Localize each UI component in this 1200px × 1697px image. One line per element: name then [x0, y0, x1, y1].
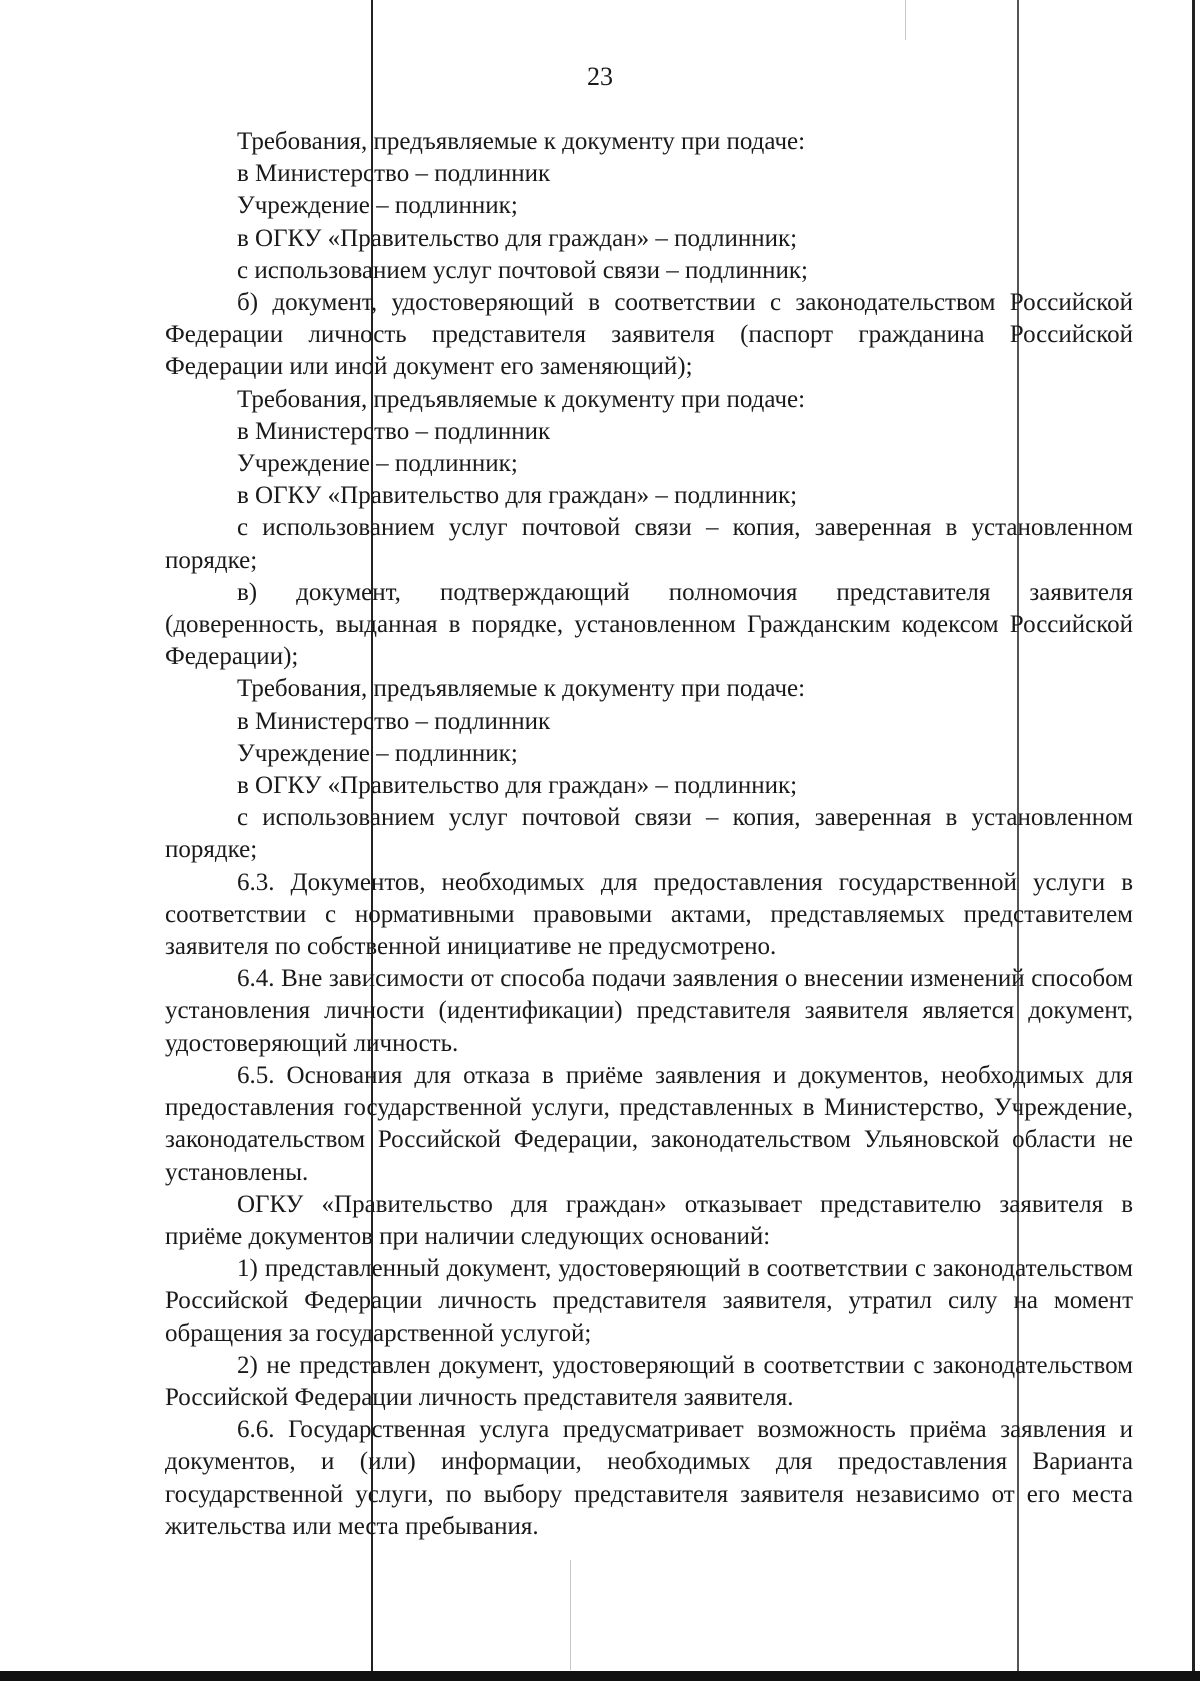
paragraph: с использованием услуг почтовой связи – копия, заверенная в установленном порядке; [165, 804, 1133, 864]
paragraph: в ОГКУ «Правительство для граждан» – подлинник; [237, 772, 798, 800]
paragraph: Требования, предъявляемые к документу при подаче: [237, 675, 806, 703]
paragraph: в ОГКУ «Правительство для граждан» – подлинник; [237, 482, 798, 510]
scan-page-edge [1192, 0, 1195, 1680]
paragraph: Требования, предъявляемые к документу при подаче: [237, 385, 806, 413]
paragraph: в ОГКУ «Правительство для граждан» – подлинник; [237, 224, 798, 252]
scan-page-edge [0, 1671, 1200, 1681]
paragraph: б) документ, удостоверяющий в соответствии с законодательством Российской Федерации личность представителя заявителя (паспорт гражданина Российской Федерации или иной документ его заменяющий); [165, 289, 1133, 381]
paragraph: 6.5. Основания для отказа в приёме заявления и документов, необходимых для предоставления государственной услуги, представленных в Министерство, Учреждение, законодательством Российской Федерации, законодательством Ульяновской области не установлены. [165, 1061, 1133, 1186]
paragraph: с использованием услуг почтовой связи – подлинник; [237, 256, 808, 284]
paragraph: в) документ, подтверждающий полномочия представителя заявителя (доверенность, выданная в порядке, установленном Гражданским кодексом Российской Федерации); [165, 578, 1133, 671]
paragraph: Учреждение – подлинник; [237, 192, 518, 220]
paragraph: в Министерство – подлинник [237, 417, 551, 445]
scan-artifact-line [905, 0, 906, 40]
paragraph: ОГКУ «Правительство для граждан» отказывает представителю заявителя в приёме документов при наличии следующих оснований: [165, 1190, 1133, 1250]
paragraph: 6.4. Вне зависимости от способа подачи заявления о внесении изменений способом установления личности (идентификации) представителя заявителя является документ, удостоверяющий личность. [165, 965, 1133, 1057]
paragraph: в Министерство – подлинник [237, 707, 551, 735]
document-body [165, 126, 1133, 1543]
paragraph: 1) представленный документ, удостоверяющий в соответствии с законодательством Российской Федерации личность представителя заявителя, утратил силу на момент обращения за государственной услугой; [165, 1255, 1133, 1347]
paragraph: Учреждение – подлинник; [237, 739, 518, 767]
paragraph: с использованием услуг почтовой связи – копия, заверенная в установленном порядке; [165, 514, 1133, 574]
paragraph: 6.3. Документов, необходимых для предоставления государственной услуги в соответствии с нормативными правовыми актами, представляемых представителем заявителя по собственной инициативе не предусмотрено. [165, 868, 1133, 961]
paragraph: Требования, предъявляемые к документу при подаче: [237, 128, 806, 155]
paragraph: 2) не представлен документ, удостоверяющий в соответствии с законодательством Российской Федерации личность представителя заявителя. [165, 1351, 1133, 1411]
scan-artifact-line [570, 1560, 571, 1670]
paragraph: 6.6. Государственная услуга предусматривает возможность приёма заявления и документов, и (или) информации, необходимых для предоставления Варианта государственной услуги, по выбору представителя заявителя независимо от его места жительства или места пребывания. [165, 1416, 1133, 1540]
paragraph: в Министерство – подлинник [237, 160, 551, 188]
paragraph: Учреждение – подлинник; [237, 450, 518, 478]
page-number: 23 [587, 62, 613, 91]
